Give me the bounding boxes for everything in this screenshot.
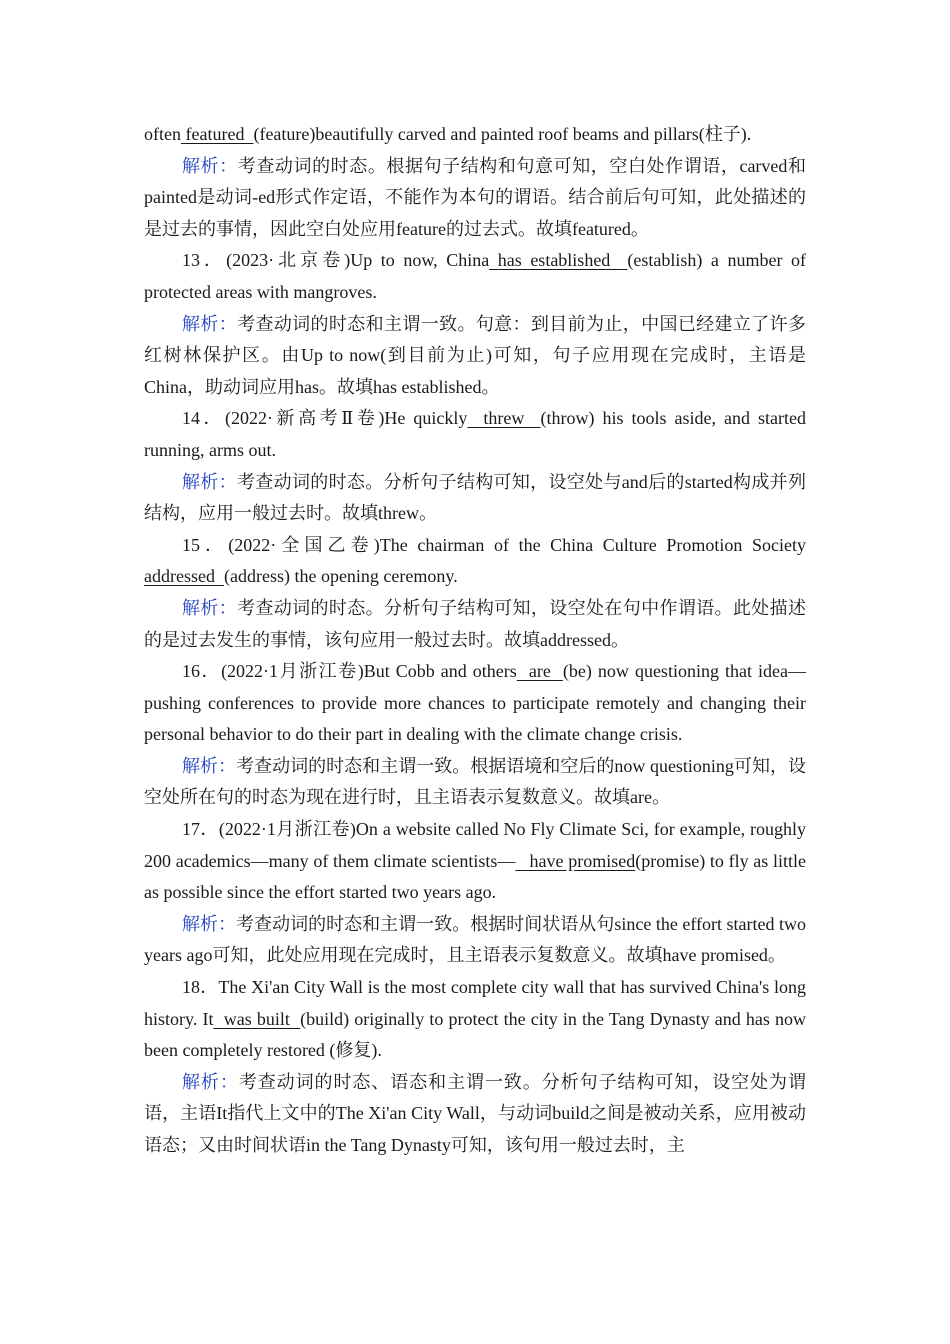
question-17 (144, 814, 806, 909)
answer-blank: was built (213, 1008, 301, 1029)
explanation-label: 解析： (182, 313, 238, 334)
explanation-text: 考查动词的时态和主谓一致。根据时间状语从句since the effort started two years ago可知，此处应用现在完成时，且主语表示复数意义。故填have promised。 (144, 913, 806, 966)
answer-blank: has established (489, 250, 628, 271)
explanation-17 (144, 909, 806, 972)
question-text-before: 15．(2022·全国乙卷)The chairman of the China Culture Promotion Society (182, 534, 806, 555)
explanation-15 (144, 593, 806, 656)
explanation-text: 考查动词的时态。分析句子结构可知，设空处与and后的started构成并列结构，应用一般过去时。故填threw。 (144, 471, 807, 524)
explanation-text: 考查动词的时态和主谓一致。句意：到目前为止，中国已经建立了许多红树林保护区。由Up to now(到目前为止)可知，句子应用现在完成时，主语是China，助动词应用has。故填has established。 (144, 313, 806, 397)
question-text-before: 14．(2022·新高考Ⅱ卷)He quickly (182, 408, 468, 429)
explanation-18 (144, 1067, 806, 1162)
explanation-text: 考查动词的时态。分析句子结构可知，设空处在句中作谓语。此处描述的是过去发生的事情，该句应用一般过去时。故填addressed。 (144, 597, 806, 650)
answer-blank: addressed (144, 566, 224, 587)
question-text-after: (address) the opening ceremony. (223, 566, 458, 587)
explanation-text: 考查动词的时态、语态和主谓一致。分析句子结构可知，设空处为谓语，主语It指代上文中的The Xi'an City Wall，与动词build之间是被动关系，应用被动语态；又由时间状语in the Tang Dynasty可知，该句用一般过去时，主 (144, 1071, 806, 1155)
explanation-label: 解析： (182, 913, 237, 934)
question-text-after: (feature)beautifully carved and painted roof beams and pillars(柱子). (253, 124, 752, 144)
question-text-after: (promise) to fly as little as possible since the effort started two years ago. (144, 850, 806, 903)
question-text-after: (build) originally to protect the city in the Tang Dynasty and has now been completely restored (修复). (144, 1008, 807, 1061)
question-text-before: 13．(2023·北京卷)Up to now, China (182, 250, 490, 271)
explanation-label: 解析： (182, 471, 237, 492)
explanation-label: 解析： (182, 155, 238, 176)
explanation-text: 考查动词的时态和主谓一致。根据语境和空后的now questioning可知，设空处所在句的时态为现在进行时，且主语表示复数意义。故填are。 (144, 755, 807, 808)
answer-blank: have promised (515, 850, 636, 871)
question-18 (144, 972, 806, 1067)
explanation-12 (144, 151, 806, 246)
question-text-before: 18．The Xi'an City Wall is the most complete city wall that has survived China's long history. It (144, 977, 806, 1029)
question-12-tail (144, 119, 806, 151)
explanation-16 (144, 751, 806, 814)
question-13 (144, 245, 806, 308)
answer-blank: featured (180, 124, 254, 144)
explanation-label: 解析： (182, 597, 238, 618)
question-15 (144, 530, 806, 593)
question-14 (144, 403, 806, 466)
explanation-label: 解析： (182, 1071, 239, 1092)
explanation-label: 解析： (182, 755, 237, 776)
question-16 (144, 656, 806, 751)
question-text-before: 16．(2022·1月浙江卷)But Cobb and others (182, 661, 517, 682)
answer-blank: threw (467, 408, 541, 429)
question-text-before: often (144, 124, 181, 144)
explanation-14 (144, 467, 806, 530)
question-text-after: (be) now questioning that idea—pushing conferences to provide more chances to participate remotely and changing their personal behavior to do their part in dealing with the climate change crisis. (144, 661, 806, 745)
question-text-after: (establish) a number of protected areas with mangroves. (144, 250, 806, 302)
explanation-text: 考查动词的时态。根据句子结构和句意可知，空白处作谓语，carved和painted是动词-ed形式作定语，不能作为本句的谓语。结合前后句可知，此处描述的是过去的事情，因此空白处应用feature的过去式。故填featured。 (144, 155, 806, 239)
question-text-after: (throw) his tools aside, and started running, arms out. (144, 408, 807, 460)
explanation-13 (144, 309, 806, 404)
question-text-before: 17．(2022·1月浙江卷)On a website called No Fly Climate Sci, for example, roughly 200 academics—many of them climate scientists— (144, 819, 806, 871)
answer-blank: are (516, 661, 563, 682)
worksheet-page (144, 119, 806, 1162)
